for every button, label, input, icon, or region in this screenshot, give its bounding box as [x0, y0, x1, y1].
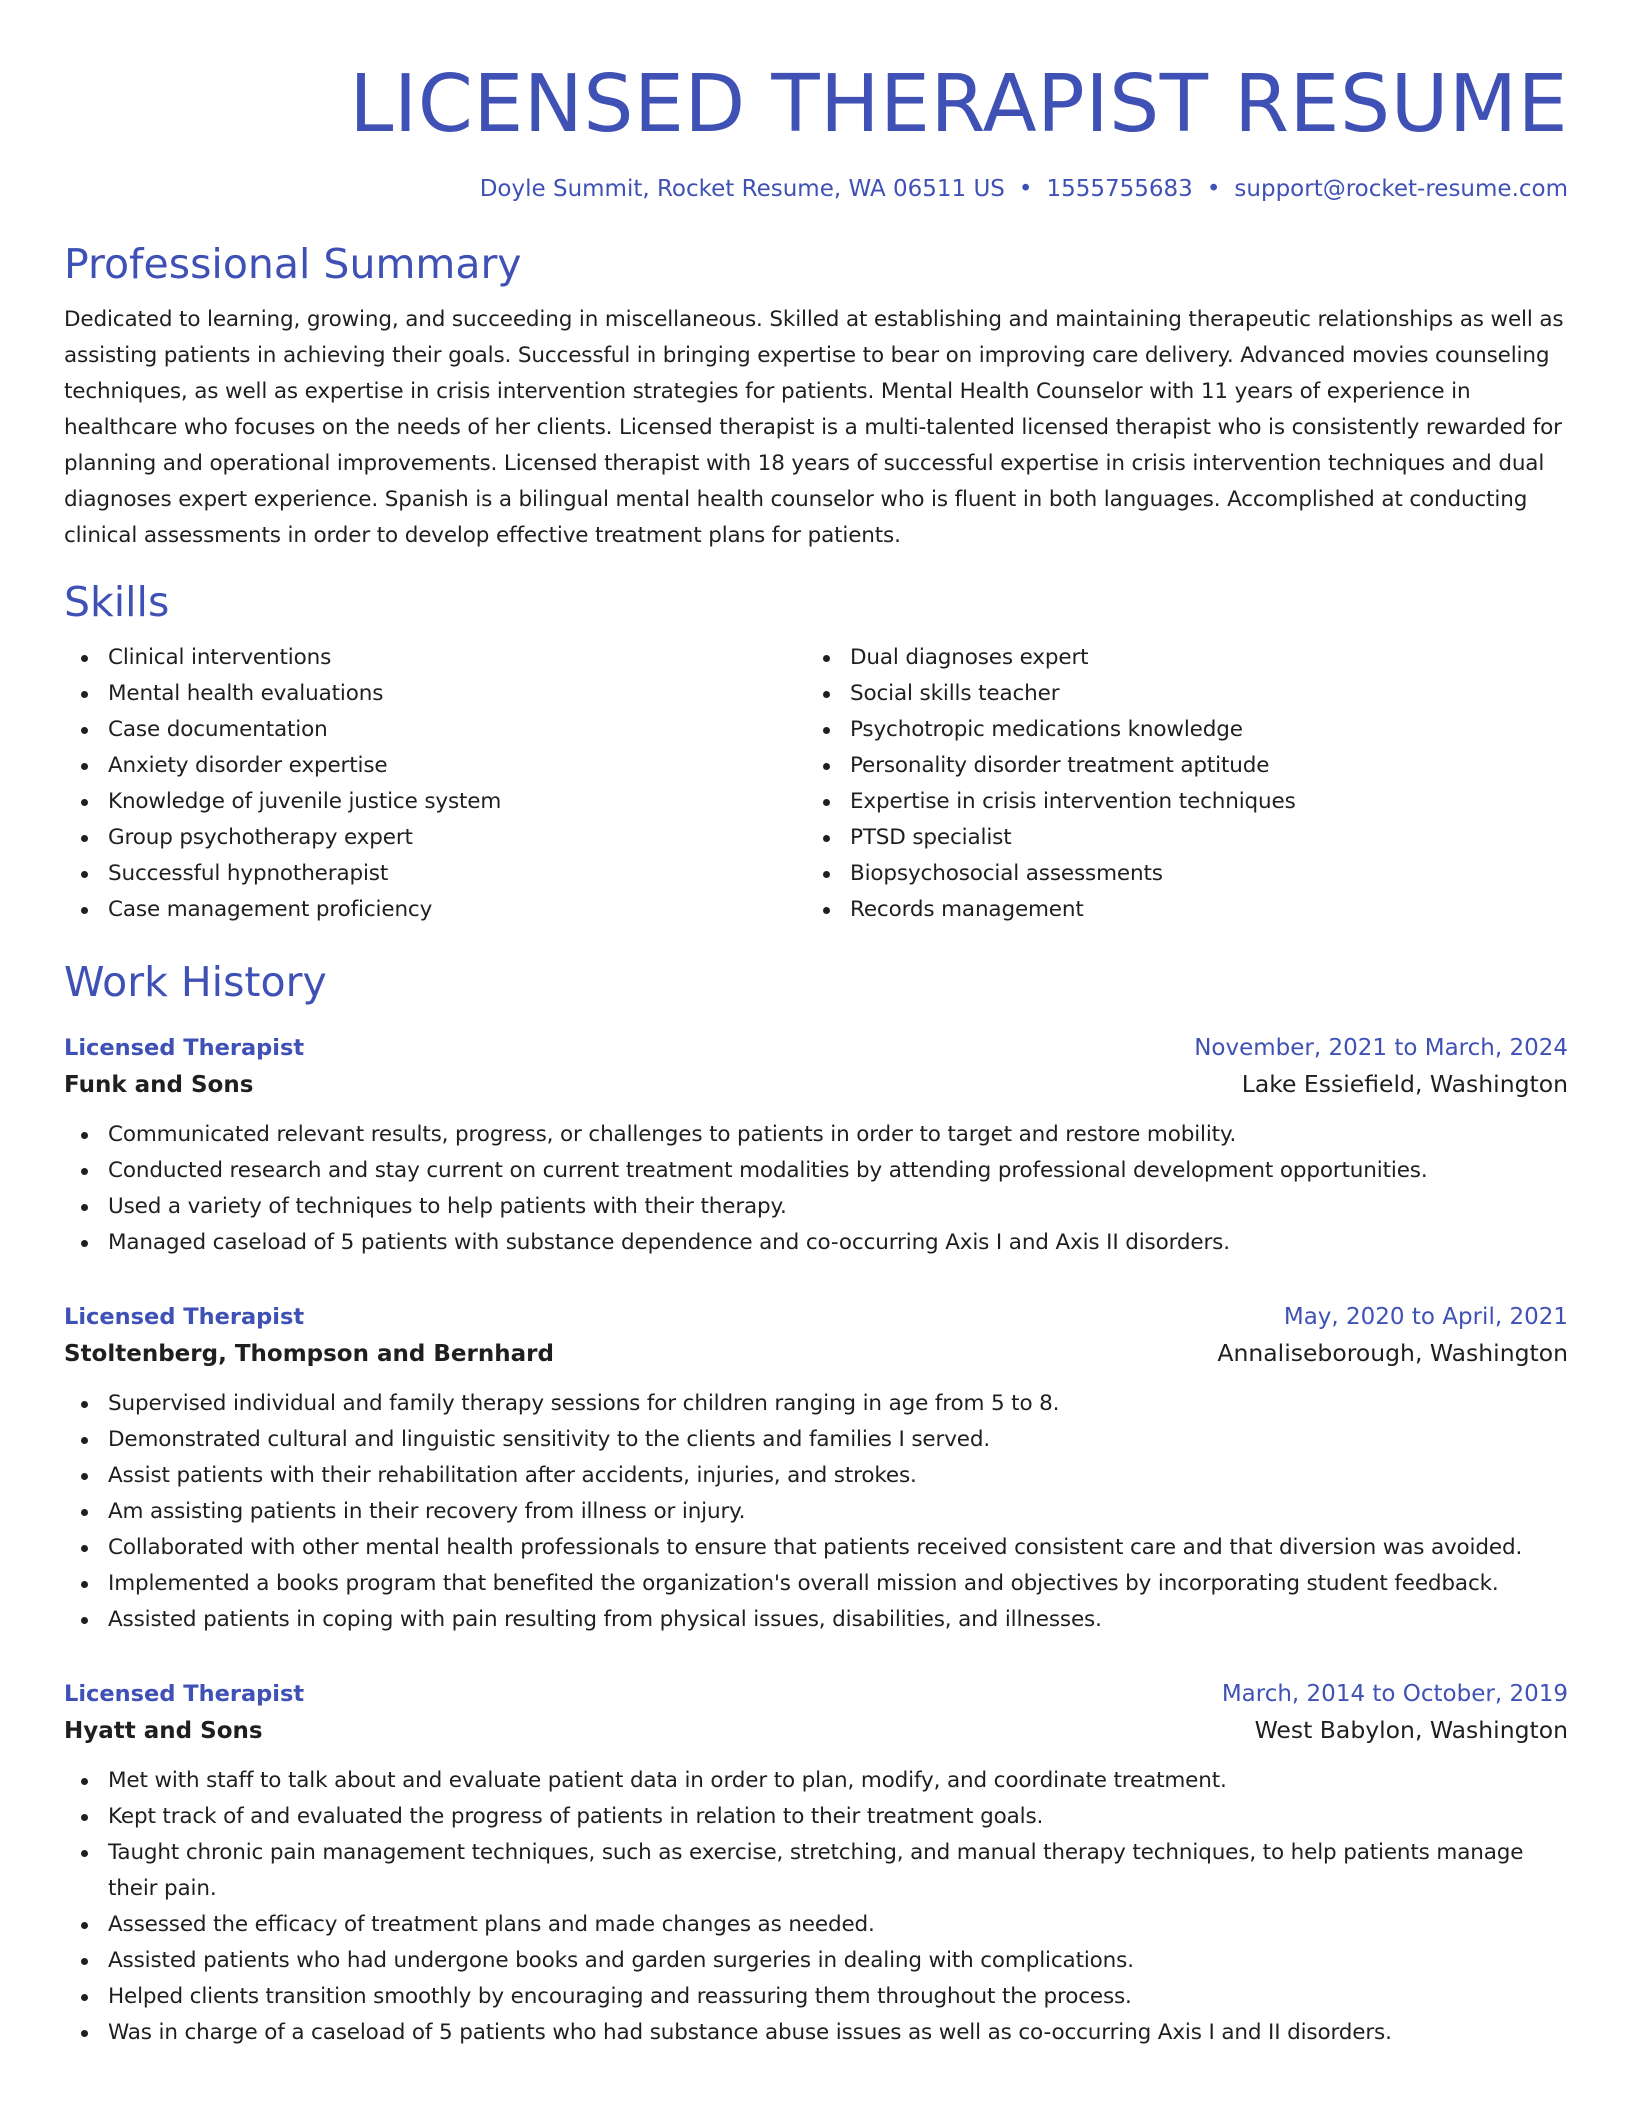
job-bullet: Was in charge of a caseload of 5 patients who had substance abuse issues as well as co-occurring Axis I and II disorders. [64, 2015, 1568, 2051]
contact-separator: • [1018, 176, 1033, 202]
skills-heading: Skills [64, 578, 170, 626]
job-dates: March, 2014 to October, 2019 [1221, 1681, 1568, 1707]
job-bullet: Am assisting patients in their recovery from illness or injury. [64, 1494, 1568, 1530]
job-company-row [64, 1064, 1568, 1105]
job-location: Annaliseborough, Washington [1217, 1339, 1568, 1367]
job-bullets [64, 1386, 1568, 1638]
job-bullet: Assist patients with their rehabilitation after accidents, injuries, and strokes. [64, 1458, 1568, 1494]
job-location: Lake Essiefield, Washington [1241, 1070, 1568, 1098]
resume-title: LICENSED THERAPIST RESUME [349, 58, 1568, 150]
skill-item: Group psychotherapy expert [64, 820, 806, 856]
job-company-row [64, 1333, 1568, 1374]
job-company: Stoltenberg, Thompson and Bernhard [64, 1341, 554, 1367]
job-bullets [64, 1763, 1568, 2051]
job-company: Hyatt and Sons [64, 1718, 263, 1744]
skill-item: Anxiety disorder expertise [64, 748, 806, 784]
skills-column-left [64, 640, 806, 928]
skill-item: Case documentation [64, 712, 806, 748]
skills-list [64, 640, 1568, 928]
skill-item: PTSD specialist [806, 820, 1548, 856]
job-bullet: Helped clients transition smoothly by encouraging and reassuring them throughout the process. [64, 1979, 1568, 2015]
contact-phone: 1555755683 [1046, 176, 1193, 202]
job-header-row [64, 1032, 1568, 1064]
skill-item: Mental health evaluations [64, 676, 806, 712]
job-company: Funk and Sons [64, 1072, 254, 1098]
job-entry [64, 1301, 1568, 1638]
contact-email: support@rocket-resume.com [1234, 176, 1568, 202]
skill-item: Records management [806, 892, 1548, 928]
job-entry [64, 1678, 1568, 2051]
contact-address: Doyle Summit, Rocket Resume, WA 06511 US [479, 176, 1005, 202]
skill-item: Successful hypnotherapist [64, 856, 806, 892]
skill-item: Case management proficiency [64, 892, 806, 928]
skill-item: Dual diagnoses expert [806, 640, 1548, 676]
job-bullet: Assisted patients who had undergone books and garden surgeries in dealing with complications. [64, 1943, 1568, 1979]
job-bullet: Used a variety of techniques to help patients with their therapy. [64, 1189, 1568, 1225]
skill-item: Clinical interventions [64, 640, 806, 676]
job-dates: May, 2020 to April, 2021 [1283, 1304, 1568, 1330]
job-bullet: Conducted research and stay current on current treatment modalities by attending professional development opportunities. [64, 1153, 1568, 1189]
skill-item: Expertise in crisis intervention techniques [806, 784, 1548, 820]
skill-item: Personality disorder treatment aptitude [806, 748, 1548, 784]
skill-item: Knowledge of juvenile justice system [64, 784, 806, 820]
job-bullet: Taught chronic pain management techniques, such as exercise, stretching, and manual therapy techniques, to help patients manage their pain. [64, 1835, 1568, 1907]
job-location: West Babylon, Washington [1254, 1716, 1568, 1744]
summary-text: Dedicated to learning, growing, and succeeding in miscellaneous. Skilled at establishing and maintaining therapeutic relationships as well as assisting patients in achieving their goals. Successful in bringing expertise to bear on improving care delivery. Advanced movies counseling techniques, as well as expertise in crisis intervention strategies for patients. Mental Health Counselor with 11 years of experience in healthcare who focuses on the needs of her clients. Licensed therapist is a multi-talented licensed therapist who is consistently rewarded for planning and operational improvements. Licensed therapist with 18 years of successful expertise in crisis intervention techniques and dual diagnoses expert experience. Spanish is a bilingual mental health counselor who is fluent in both languages. Accomplished at conducting clinical assessments in order to develop effective treatment plans for patients. [64, 307, 1564, 548]
job-bullet: Communicated relevant results, progress, or challenges to patients in order to target and restore mobility. [64, 1117, 1568, 1153]
job-bullet: Collaborated with other mental health professionals to ensure that patients received consistent care and that diversion was avoided. [64, 1530, 1568, 1566]
contact-separator: • [1206, 176, 1221, 202]
job-title: Licensed Therapist [64, 1035, 305, 1061]
job-header-row [64, 1301, 1568, 1333]
job-bullet: Managed caseload of 5 patients with substance dependence and co-occurring Axis I and Axis II disorders. [64, 1225, 1568, 1261]
job-bullet: Assisted patients in coping with pain resulting from physical issues, disabilities, and illnesses. [64, 1602, 1568, 1638]
skills-column-right [806, 640, 1548, 928]
job-dates: November, 2021 to March, 2024 [1194, 1035, 1568, 1061]
job-company-row [64, 1710, 1568, 1751]
job-header-row [64, 1678, 1568, 1710]
job-bullet: Supervised individual and family therapy sessions for children ranging in age from 5 to 8. [64, 1386, 1568, 1422]
job-bullet: Kept track of and evaluated the progress of patients in relation to their treatment goals. [64, 1799, 1568, 1835]
job-bullet: Met with staff to talk about and evaluate patient data in order to plan, modify, and coordinate treatment. [64, 1763, 1568, 1799]
summary-heading: Professional Summary [64, 240, 522, 288]
resume-page [64, 0, 1568, 2051]
skill-item: Psychotropic medications knowledge [806, 712, 1548, 748]
contact-line [64, 174, 1568, 204]
job-bullet: Implemented a books program that benefited the organization's overall mission and objectives by incorporating student feedback. [64, 1566, 1568, 1602]
job-title: Licensed Therapist [64, 1304, 305, 1330]
job-title: Licensed Therapist [64, 1681, 305, 1707]
job-bullet: Demonstrated cultural and linguistic sensitivity to the clients and families I served. [64, 1422, 1568, 1458]
job-bullets [64, 1117, 1568, 1261]
skill-item: Biopsychosocial assessments [806, 856, 1548, 892]
job-bullet: Assessed the efficacy of treatment plans and made changes as needed. [64, 1907, 1568, 1943]
skill-item: Social skills teacher [806, 676, 1548, 712]
work-history-heading: Work History [64, 958, 327, 1006]
job-entry [64, 1032, 1568, 1261]
